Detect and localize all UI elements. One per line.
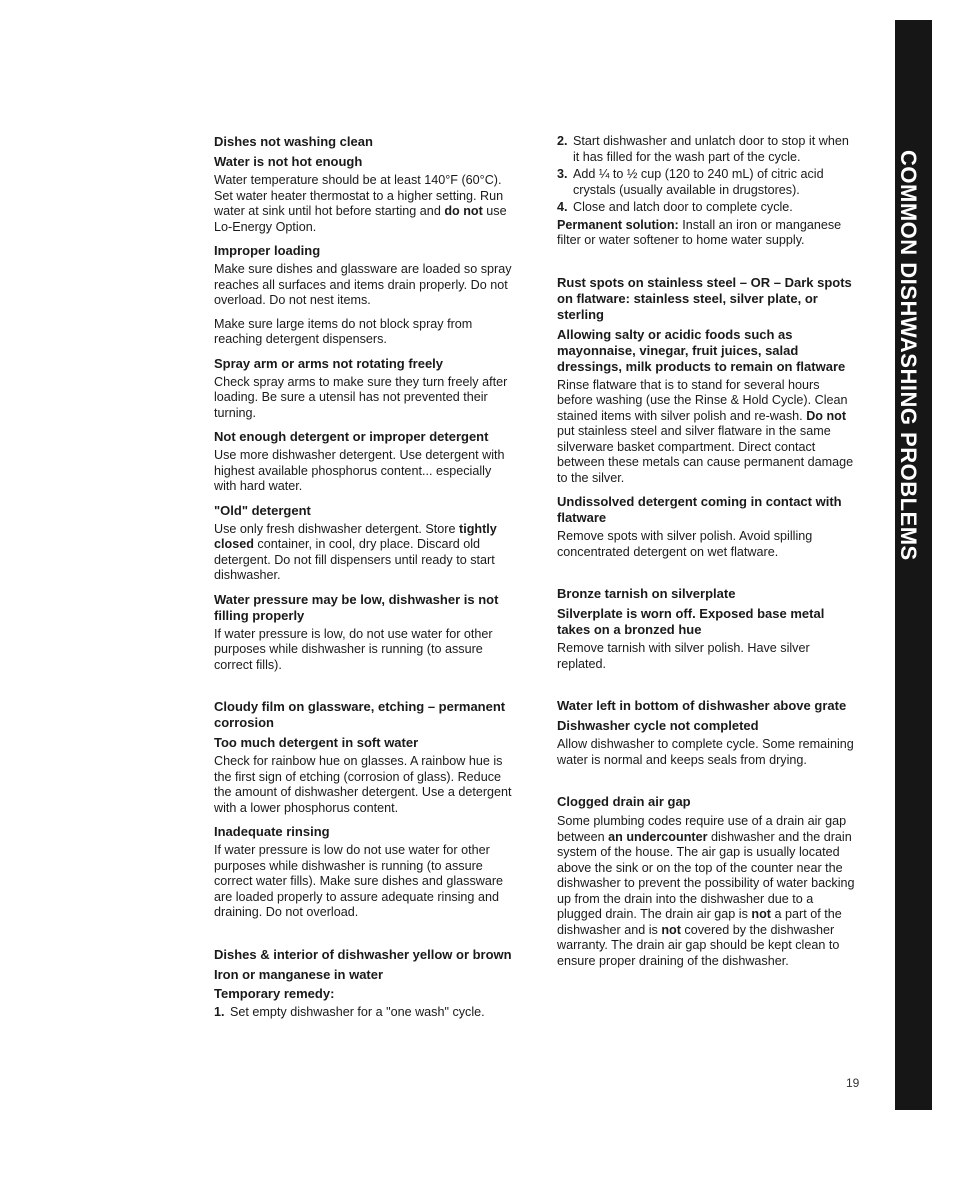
section-yellow-or-brown (214, 947, 514, 1021)
cause-heading: Water is not hot enough (214, 154, 363, 169)
section-heading: Rust spots on stainless steel – OR – Dark spots on flatware: stainless steel, silver plate, or sterling (557, 274, 852, 322)
remedy-text: Allow dishwasher to complete cycle. Some remaining water is normal and keeps seals from drying. (557, 737, 854, 767)
cause-heading: Improper loading (214, 243, 321, 258)
section-clogged-air-gap (557, 794, 857, 969)
section-cloudy-film (214, 699, 514, 921)
section-dishes-not-washing-clean (214, 134, 514, 673)
remedy-text: Permanent solution: Install an iron or manganese filter or water softener to home water supply. (557, 217, 842, 247)
chapter-title: COMMON DISHWASHING PROBLEMS (896, 150, 921, 561)
list-item: 4. Close and latch door to complete cycle. (557, 200, 793, 214)
section-yellow-or-brown-continued (557, 134, 857, 249)
section-heading: Dishes & interior of dishwasher yellow or brown (214, 946, 512, 962)
cause-heading: Iron or manganese in water (214, 966, 384, 982)
section-water-left (557, 698, 857, 768)
remedy-text: If water pressure is low do not use water for other purposes while dishwasher is running (to assure correct water fills). Make sure dishes and glassware are loaded properly to assure adequate rinsing and draining. Do not overload. (214, 843, 504, 919)
section-heading: Clogged drain air gap (557, 794, 691, 809)
cause-heading: Undissolved detergent coming in contact with flatware (557, 494, 842, 525)
cause-heading: Silverplate is worn off. Exposed base metal takes on a bronzed hue (557, 606, 825, 637)
left-column (214, 134, 514, 1046)
section-heading: Dishes not washing clean (214, 134, 373, 149)
chapter-side-tab (895, 20, 932, 1110)
remedy-text: Check for rainbow hue on glasses. A rainbow hue is the first sign of etching (corrosion of glass). Reduce the amount of dishwasher detergent. Use a detergent with a lower phosphorus content. (214, 754, 512, 815)
remedy-text: Rinse flatware that is to stand for several hours before washing (use the Rinse & Hold Cycle). Clean stained items with silver polish and re-wash. Do not put stainless steel and silver flatware in the same silverware basket compartment. Direct contact between these metals can cause permanent damage to the silver. (557, 377, 854, 485)
cause-heading: "Old" detergent (214, 502, 311, 518)
section-heading: Cloudy film on glassware, etching – permanent corrosion (214, 699, 506, 730)
remedy-text: Some plumbing codes require use of a drain air gap between an undercounter dishwasher and the drain system of the house. The air gap is usually located above the sink or on the top of the counter near the dishwasher to prevent the possibility of water backing up from the drain into the dishwasher due to a plugged drain. The drain air gap is not a part of the dishwasher and is not covered by the dishwasher warranty. The drain air gap should be kept clean to ensure proper draining of the dishwasher. (557, 814, 855, 968)
list-item: 2. Start dishwasher and unlatch door to stop it when it has filled for the wash part of the cycle. (557, 134, 849, 164)
remedy-text: Use more dishwasher detergent. Use detergent with highest available phosphorus content... especially with hard water. (214, 448, 505, 493)
list-item: 3. Add ¼ to ½ cup (120 to 240 mL) of citric acid crystals (usually available in drugstores). (557, 167, 824, 197)
cause-heading: Water pressure may be low, dishwasher is not filling properly (214, 591, 499, 623)
page-number: 19 (846, 1076, 860, 1090)
remedy-text: Make sure large items do not block spray from reaching detergent dispensers. (214, 316, 473, 346)
remedy-text: Water temperature should be at least 140°F (60°C). Set water heater thermostat to a higher setting. Run water at sink until hot before starting and do not use Lo-Energy Option. (214, 173, 507, 234)
section-rust-spots (557, 275, 857, 561)
remedy-text: Make sure dishes and glassware are loaded so spray reaches all surfaces and items drain properly. Do not overload. Do not nest items. (214, 262, 512, 307)
remedy-label: Temporary remedy: (214, 985, 335, 1001)
cause-heading: Allowing salty or acidic foods such as mayonnaise, vinegar, fruit juices, salad dressings, milk products to remain on flatware (557, 326, 846, 374)
remedy-text: Remove spots with silver polish. Avoid spilling concentrated detergent on wet flatware. (557, 529, 813, 559)
section-bronze-tarnish (557, 586, 857, 672)
cause-heading: Spray arm or arms not rotating freely (214, 355, 444, 371)
section-heading: Water left in bottom of dishwasher above grate (557, 698, 847, 713)
right-column (557, 134, 857, 995)
remedy-text: Remove tarnish with silver polish. Have silver replated. (557, 641, 810, 671)
cause-heading: Dishwasher cycle not completed (557, 718, 759, 733)
remedy-text: Use only fresh dishwasher detergent. Store tightly closed container, in cool, dry place. Discard old detergent. Do not fill dispensers until ready to start dishwasher. (214, 521, 497, 582)
list-item: 1. Set empty dishwasher for a "one wash" cycle. (214, 1004, 485, 1019)
cause-heading: Not enough detergent or improper detergent (214, 429, 489, 444)
cause-heading: Too much detergent in soft water (214, 735, 419, 750)
remedy-text: If water pressure is low, do not use water for other purposes while dishwasher is running (to assure correct fills). (214, 626, 493, 672)
cause-heading: Inadequate rinsing (214, 824, 330, 839)
section-heading: Bronze tarnish on silverplate (557, 586, 736, 601)
remedy-text: Check spray arms to make sure they turn freely after loading. Be sure a utensil has not prevented their turning. (214, 374, 508, 420)
